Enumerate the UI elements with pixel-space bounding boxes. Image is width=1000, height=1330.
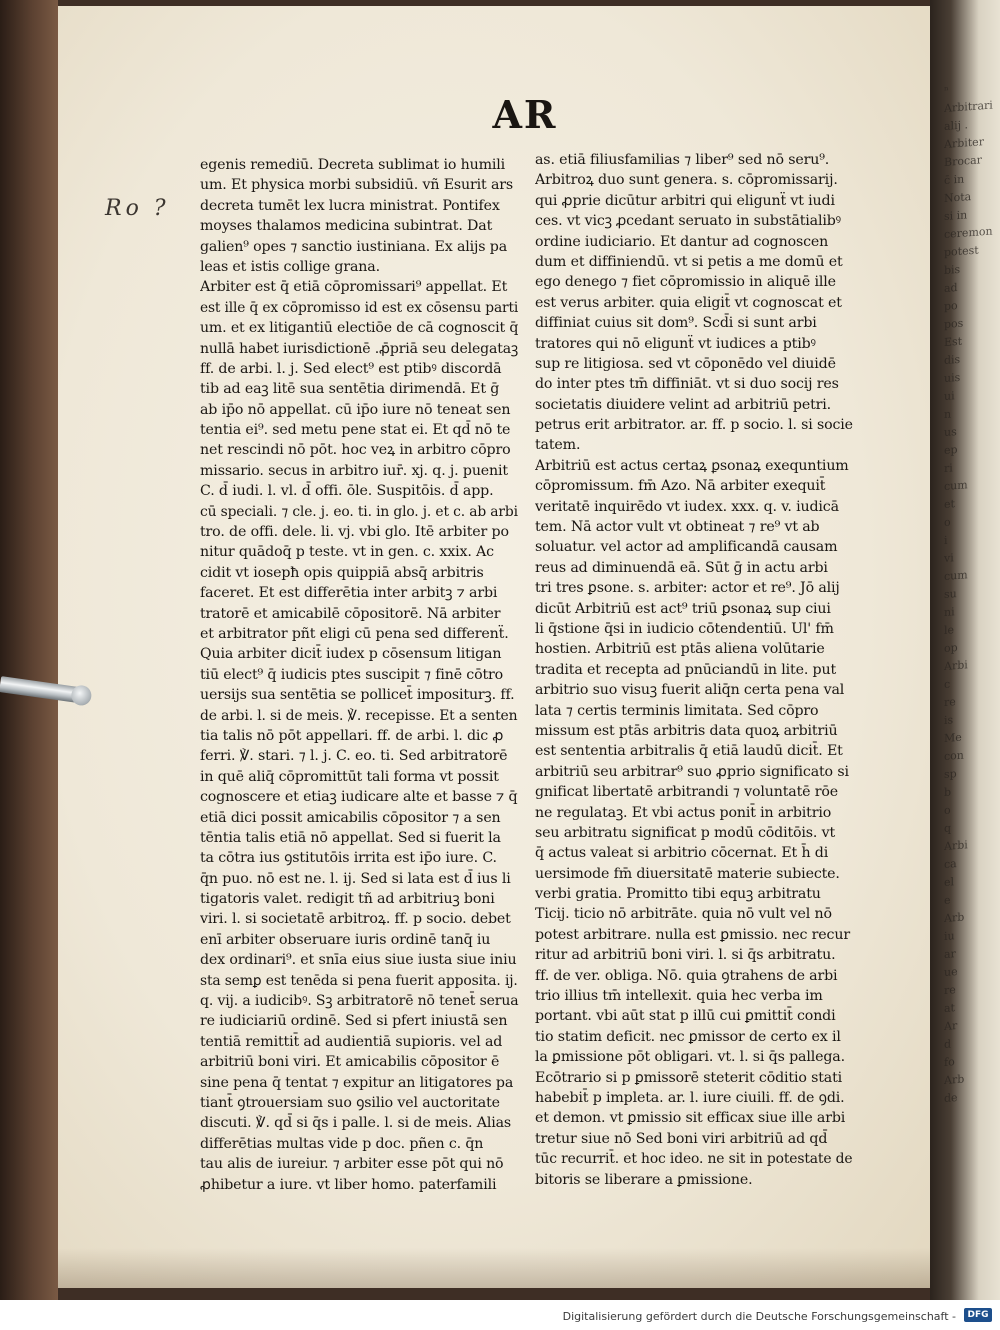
next-page-line: su [944,587,957,601]
text-line: re iudiciariū ordinē. Sed si pfert iniustā sen [200,1013,508,1030]
text-line: dicūt Arbitriū est act⁹ triū ꝑsonaꝝ sup ciui [535,600,831,617]
text-line: um. et ex litigantiū electiōe de cā cognoscit q̄ [200,320,519,337]
next-page-line: ui [944,389,955,403]
text-line: diffiniat cuius sit dom⁹. Scd̄i si sunt arbi [535,315,817,332]
text-line: portant. vbi aūt stat p illū cui ꝑmittit̄ condi [535,1008,836,1025]
text-line: hostien. Arbitriū est ptās aliena volūtarie [535,641,825,658]
text-line: nullā habet iurisdictionē .ꝓ̄priā seu delegataꝫ [200,340,519,357]
text-line: tau alis de iureiur. ⁊ arbiter esse pōt qui nō [200,1156,504,1173]
next-page-line: Ar [944,1019,958,1033]
text-line: galien⁹ opes ⁊ sanctio iustiniana. Ex alijs pa [200,238,508,255]
text-line: differētias multas vide p doc. pñen c. q̄n [200,1135,484,1152]
next-page-line: et [944,497,955,511]
text-line: cidit vt iosepħ opis quippiā absq̄ arbitris [200,564,484,581]
next-page-line: fo [944,1055,955,1069]
text-line: seu arbitratu significat p modū cōditōis. vt [535,824,836,841]
text-line: soluatur. vel actor ad amplificandā causam [535,539,838,556]
next-page-line: ca [944,857,957,871]
next-page-line: c [944,677,951,691]
text-line: C. d̄ iudi. l. vl. d̄ offi. ōle. Suspitōis. d̄ app. [200,483,494,500]
text-line: tiant̄ ꝯtrouersiam suo ꝯsilio vel auctoritate [200,1094,500,1111]
text-line: habebit̄ p impleta. ar. l. iure ciuili. ff. de ꝯdi. [535,1089,845,1106]
text-line: net rescindi nō pōt. hoc veꝝ in arbitro cōpro [200,442,511,459]
next-page-line: re [944,983,956,997]
text-line: tentiā remittit̄ ad audientiā supioris. vel ad [200,1033,503,1050]
text-line: trio illius tm̄ intellexit. quia hec verba im [535,988,823,1005]
text-line: gnificat libertatē arbitrandi ⁊ voluntatē rōe [535,784,838,801]
next-page-line: alij . [944,118,968,133]
text-line: missum est ptās arbitris data quoꝝ arbitriū [535,722,838,739]
next-page-line: ar [944,947,956,961]
text-line: arbitriū boni viri. Et amicabilis cōpositor ē [200,1054,500,1071]
next-page-line: ue [944,965,958,979]
next-page-line: n [944,407,952,421]
next-page-line: is [944,713,954,727]
next-page-fragment [944,78,1000,1262]
text-line: ne regulataꝫ. Et vbi actus ponit̄ in arbitrio [535,804,832,821]
text-line: cū speciali. ⁊ cle. j. eo. ti. in glo. j. et c. ab arbi [200,503,518,520]
next-page-line: vi [944,551,954,565]
text-line: etiā dici possit amicabilis cōpositor ⁊ a sen [200,809,501,826]
next-page-line: Arbi [944,838,968,853]
text-line: leas et istis collige grana. [200,258,380,275]
text-line: reus ad diminuendā eā. Sūt ḡ in actu arbi [535,559,828,576]
next-page-line: potest [944,243,979,259]
next-page-line: ceremon [944,224,993,241]
next-page-line: op [944,641,958,655]
text-line: viri. l. si societatē arbitroꝝ. ff. p socio. debet [200,911,511,928]
text-line: tiū elect⁹ q̄ iudicis ptes suscipit ⁊ finē cōtro [200,666,504,683]
page-shadow [58,1248,940,1288]
next-page-line: si in [944,208,968,223]
next-page-line: bis [944,262,961,277]
next-page-line: Est [944,334,963,349]
text-line: uersijs sua sentētia se pollicet̄ impositurꝫ. ff. [200,687,515,704]
text-line: decreta tumēt lex lucra ministrat. Pontifex [200,197,500,214]
text-line: ab ip̄o nō appellat. cū ip̄o iure nō teneat sen [200,401,511,418]
text-line: q̄ actus valeat si arbitrio cōcernat. Et h̄ di [535,845,829,862]
text-line: as. etiā filiusfamilias ⁊ liber⁹ sed nō seru⁹. [535,152,830,168]
text-line: ego denego ⁊ fiet cōpromissio in aliquē ille [535,274,836,291]
text-line: tia talis nō pōt appellari. ff. de arbi. l. dic ꝓ [200,727,504,744]
text-line: et demon. vt ꝑmissio sit efficax siue ille arbi [535,1110,846,1127]
rod-shaft [0,676,80,703]
text-line: arbitrio suo visuꝫ fuerit aliq̄n certa pena val [535,682,845,699]
next-page-line: ⁿ [944,83,949,97]
text-line: do inter ptes tm̄ diffiniāt. vt si duo socij res [535,376,839,393]
next-page-line: b [944,785,952,799]
next-page-line: Arb [944,1072,965,1087]
next-page-line: Arbiter [944,135,984,151]
next-page-line: ad [944,281,958,295]
text-line: moyses thalamos medicina subintrat. Dat [200,218,493,235]
text-line: tūc recurrit̄. et hoc ideo. ne sit in potestate de [535,1151,853,1168]
next-page-line: uis [944,370,961,385]
text-line: cognoscere et etiaꝫ iudicare alte et basse ⁊ q̄ [200,789,518,806]
text-line: ꝓhibetur a iure. vt liber homo. paterfamili [200,1176,497,1193]
text-line: nitur quādoq̄ p teste. vt in gen. c. xxix. Ac [200,544,494,561]
dfg-logo: DFG [964,1308,992,1322]
next-page-line: q [944,821,952,835]
next-page-line: us [944,425,957,439]
text-line: tem. Nā actor vult vt obtineat ⁊ re⁹ vt ab [535,519,820,536]
text-line: tratorē et amicabilē cōpositorē. Nā arbiter [200,605,501,622]
next-page-line: o [944,515,951,529]
next-page-line: de [944,1091,958,1105]
text-line: tio statim deficit. nec ꝑmissor de certo ex il [535,1028,841,1045]
text-line: Ticij. ticio nō arbitrāte. quia nō vult vel nō [535,906,832,923]
next-page-line: pos [944,316,964,331]
next-page-line: sp [944,767,957,781]
text-line: Arbiter est q̄ etiā cōpromissari⁹ appellat. Et [200,279,508,296]
text-line: tri tres ꝑsone. s. arbiter: actor et re⁹. Jō alij [535,580,840,597]
next-page-line: at [944,1001,955,1015]
text-line: missario. secus in arbitro iur̄. xj. q. j. puenit [200,462,508,479]
text-column-left [200,155,518,1195]
handwritten-margin-note: Ro ? [105,196,170,221]
next-page-line: Arbi [944,658,968,673]
text-line: dex ordinari⁹. et snīa eius siue iusta siue iniu [200,952,517,969]
text-line: egenis remediū. Decreta sublimat io humili [200,157,506,173]
rod-tip [70,684,93,707]
next-page-line: ep [944,443,958,457]
text-line: um. Et physica morbi subsidiū. vñ Esurit ars [200,177,514,194]
text-line: tretur siue nō Sed boni viri arbitriū ad qd̄ [535,1130,828,1147]
page-header-glyph: AR [492,92,558,137]
text-line: tro. de offi. dele. li. vj. vbi glo. Itē arbiter po [200,524,509,541]
text-line: tradita et recepta ad pnūciandū in lite. put [535,661,837,678]
text-line: faceret. Et est differētia inter arbitꝫ ⁊ arbi [200,585,498,602]
text-line: Arbitriū est actus certaꝝ ꝑsonaꝝ exequntium [535,457,849,474]
text-line: ferri. ℣. stari. ⁊ l. j. C. eo. ti. Sed arbitratorē [200,748,508,765]
text-line: qui ꝓprie dicūtur arbitri qui eligunẗ vt iudi [535,192,835,209]
next-page-line: ni [944,605,955,619]
text-line: li q̄stione q̄si in iudicio cōtendentiū. Ul' fm̄ [535,620,834,637]
text-line: potest arbitrare. nulla est ꝑmissio. nec recur [535,926,850,943]
next-page-line: dis [944,352,961,367]
text-line: verbi gratia. Promitto tibi equꝫ arbitratu [535,886,821,903]
text-line: tib ad eaꝫ litē sua sentētia dirimendā. Et ḡ [200,381,500,398]
next-page-line: Me [944,730,962,745]
next-page-line: con [944,748,964,763]
next-page-line: Nota [944,190,972,205]
text-line: de arbi. l. si de meis. ℣. recepisse. Et a senten [200,707,518,724]
text-line: est sententia arbitralis q̄ etiā laudū dicit̄. Et [535,743,843,760]
text-line: ordine iudiciario. Et dantur ad cognoscen [535,233,829,250]
text-line: dum et diffiniendū. vt si petis a me domū et [535,253,843,270]
text-line: petrus erit arbitrator. ar. ff. p socio. l. si socie [535,417,853,434]
text-line: Ecōtrario si p ꝑmissorē steterit cōditio stati [535,1069,843,1086]
text-line: la ꝑmissione pōt obligari. vt. l. si q̄s pallega. [535,1049,845,1066]
next-page-line: cum [944,568,968,583]
text-line: est ille q̄ ex cōpromisso id est ex cōsensu parti [200,299,519,316]
text-line: cōpromissum. fm̄ Azo. Nā arbiter exequit̄ [535,478,826,495]
text-column-right [535,150,853,1190]
next-page-line: el [944,875,955,889]
text-line: tratores qui nō eligunẗ vt iudices a ptibꝰ [535,335,816,352]
text-line: lata ⁊ certis terminis limitata. Sed cōpro [535,702,819,719]
next-page-line: re [944,695,956,709]
text-line: ff. de arbi. l. j. Sed elect⁹ est ptibꝰ discordā [200,360,502,377]
text-line: Arbitroꝝ duo sunt genera. s. cōpromissarij. [535,172,838,189]
text-line: sup re litigiosa. sed vt cōponēdo vel diuidē [535,355,836,372]
text-line: tentia ei⁹. sed metu pene stat ei. Et qd̄ nō te [200,422,511,439]
next-page-line: e [944,893,951,907]
next-page-line: i [944,533,948,547]
text-line: q. vij. a iudicibꝰ. Sꝫ arbitratorē nō tenet̄ serua [200,993,519,1010]
text-line: tatem. [535,437,581,454]
next-page-line: iu [944,929,955,943]
text-line: societatis diuidere velint ad arbitriū petri. [535,396,832,413]
next-page-line: c̄ in [944,172,965,187]
text-line: sine pena q̄ tentat ⁊ expitur an litigatores pa [200,1074,514,1091]
text-line: in quē aliq̄ cōpromittūt tali forma vt possit [200,768,499,785]
next-page-line: o [944,803,951,817]
text-line: bitoris se liberare a ꝑmissione. [535,1171,753,1188]
text-line: ff. de ver. obliga. Nō. quia ꝯtrahens de arbi [535,967,838,984]
next-page-line: Brocar [944,153,982,169]
next-page-line: le [944,623,955,637]
text-line: est verus arbiter. quia eligit̄ vt cognoscat et [535,294,842,311]
text-line: tigatoris valet. redigit tñ ad arbitriuꝫ boni [200,891,495,908]
text-line: enī arbiter obseruare iuris ordinē tanq̄ iu [200,931,491,948]
next-page-line: cum [944,478,968,493]
text-line: ta cōtra ius ꝯstitutōis irrita est ip̄o iure. C. [200,850,497,867]
book-edge [0,0,58,1300]
text-line: ces. vt vicꝫ ꝓcedant seruato in substātialibꝰ [535,213,841,230]
next-page-line: Arbitrari [944,98,993,115]
next-page-line: d [944,1037,952,1051]
text-line: discuti. ℣. qd̄ si q̄s i palle. l. si de meis. Alias [200,1115,512,1132]
funding-credit: Digitalisierung gefördert durch die Deutsche Forschungsgemeinschaft - [562,1310,956,1323]
text-line: ritur ad arbitriū boni viri. l. si q̄s arbitratu. [535,947,836,964]
text-line: uersimode fm̄ diuersitatē materie subiecte. [535,865,840,882]
text-line: Quia arbiter dicit̄ iudex p cōsensum litigan [200,646,502,663]
text-line: q̄n puo. nō est ne. l. ij. Sed si lata est d̄ ius li [200,870,511,887]
text-line: sta semꝑ est tenēda si pena fuerit apposita. ij. [200,972,518,989]
text-line: et arbitrator pñt eligi cū pena sed differenẗ. [200,625,509,642]
text-line: veritatē inquirēdo vt iudex. xxx. q. v. iudicā [535,498,839,515]
text-line: tēntia talis etiā nō appellat. Sed si fuerit la [200,829,501,846]
next-page-line: po [944,299,958,313]
next-page-line: ri [944,461,953,475]
next-page-line: Arb [944,910,965,925]
text-line: arbitriū seu arbitrar⁹ suo ꝓprio significato si [535,763,849,780]
